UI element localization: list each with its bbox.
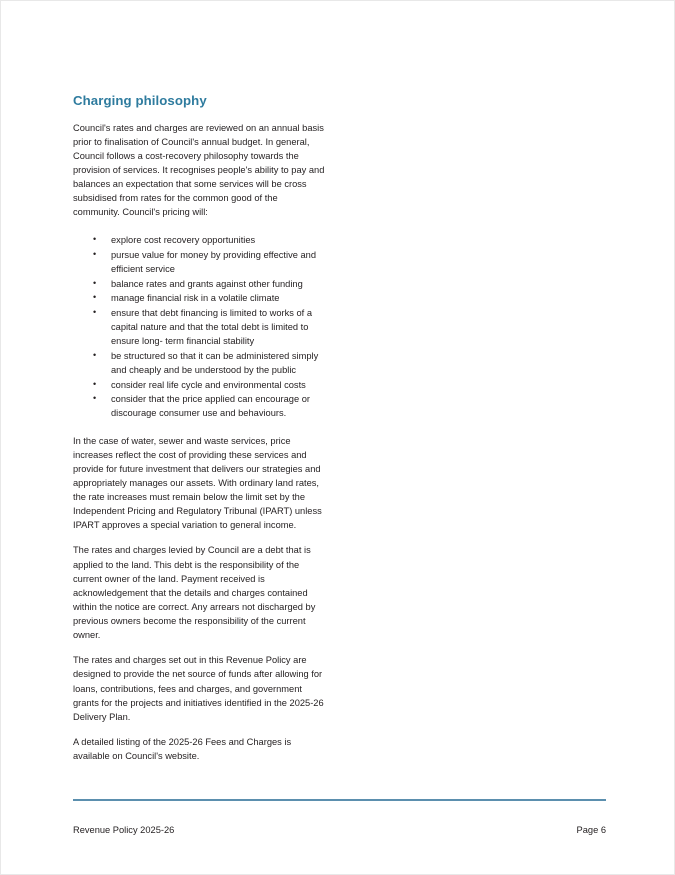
list-item-text: ensure that debt financing is limited to works of a capital nature and that the total debt is limited to ensure long- term financial stability — [111, 308, 313, 347]
page-title: Charging philosophy — [73, 93, 207, 108]
list-item-text: balance rates and grants against other funding — [111, 278, 303, 289]
bullet-icon: • — [93, 234, 97, 245]
footer-divider — [73, 799, 606, 801]
bullet-icon: • — [93, 277, 97, 288]
list-item-text: consider that the price applied can encourage or discourage consumer use and behaviours. — [111, 394, 310, 419]
footer-document-title: Revenue Policy 2025-26 — [73, 825, 175, 835]
footer-row — [73, 824, 606, 837]
list-item — [73, 277, 325, 291]
list-item-text: pursue value for money by providing effective and efficient service — [111, 250, 316, 275]
list-item — [73, 392, 325, 420]
bullet-icon: • — [93, 307, 97, 317]
list-item — [73, 233, 325, 247]
body-paragraph: The rates and charges levied by Council are a debt that is applied to the land. This debt is the responsibility of the current owner of the land. Payment received is acknowledgement that the details and charges contained within the notice are correct. Any arrears not discharged by previous owners become the responsibility of the current owner. — [73, 545, 316, 641]
list-item-text: be structured so that it can be administered simply and cheaply and be understood by the public — [111, 350, 319, 375]
list-item-text: consider real life cycle and environmental costs — [111, 379, 306, 390]
intro-paragraph: Council's rates and charges are reviewed on an annual basis prior to finalisation of Council's annual budget. In general, Council follows a cost-recovery philosophy towards the provision of services. It recognises people's ability to pay and balances an expectation that some services will be cross subsidised from rates for the common good of the community. Council's pricing will: — [73, 122, 325, 218]
list-item-text: explore cost recovery opportunities — [111, 235, 256, 246]
bullet-icon: • — [93, 393, 97, 404]
list-item — [73, 378, 325, 392]
pricing-principles-list — [73, 233, 325, 420]
body-paragraph: The rates and charges set out in this Revenue Policy are designed to provide the net source of funds after allowing for loans, contributions, fees and charges, and government grants for the projects and initiatives identified in the 2025-26 Delivery Plan. — [73, 655, 324, 722]
bullet-icon: • — [93, 349, 97, 360]
list-item — [73, 306, 325, 348]
body-paragraph: In the case of water, sewer and waste services, price increases reflect the cost of providing these services and provide for future investment that delivers our strategies and appropriately manages our assets. With ordinary land rates, the rate increases must remain below the limit set by the Independent Pricing and Regulatory Tribunal (IPART) unless IPART approves a special variation to general income. — [73, 435, 322, 531]
intro-block — [73, 121, 325, 220]
bullet-icon: • — [93, 292, 97, 303]
bullet-icon: • — [93, 378, 97, 389]
list-item-text: manage financial risk in a volatile climate — [111, 293, 280, 304]
list-item — [73, 349, 325, 377]
page-content — [73, 93, 325, 763]
list-item — [73, 248, 325, 276]
bullet-icon: • — [93, 249, 97, 259]
list-item — [73, 291, 325, 305]
footer-page-number: Page 6 — [576, 825, 606, 835]
body-paragraph: A detailed listing of the 2025-26 Fees and Charges is available on Council's website. — [73, 736, 292, 761]
page-footer — [73, 799, 606, 837]
